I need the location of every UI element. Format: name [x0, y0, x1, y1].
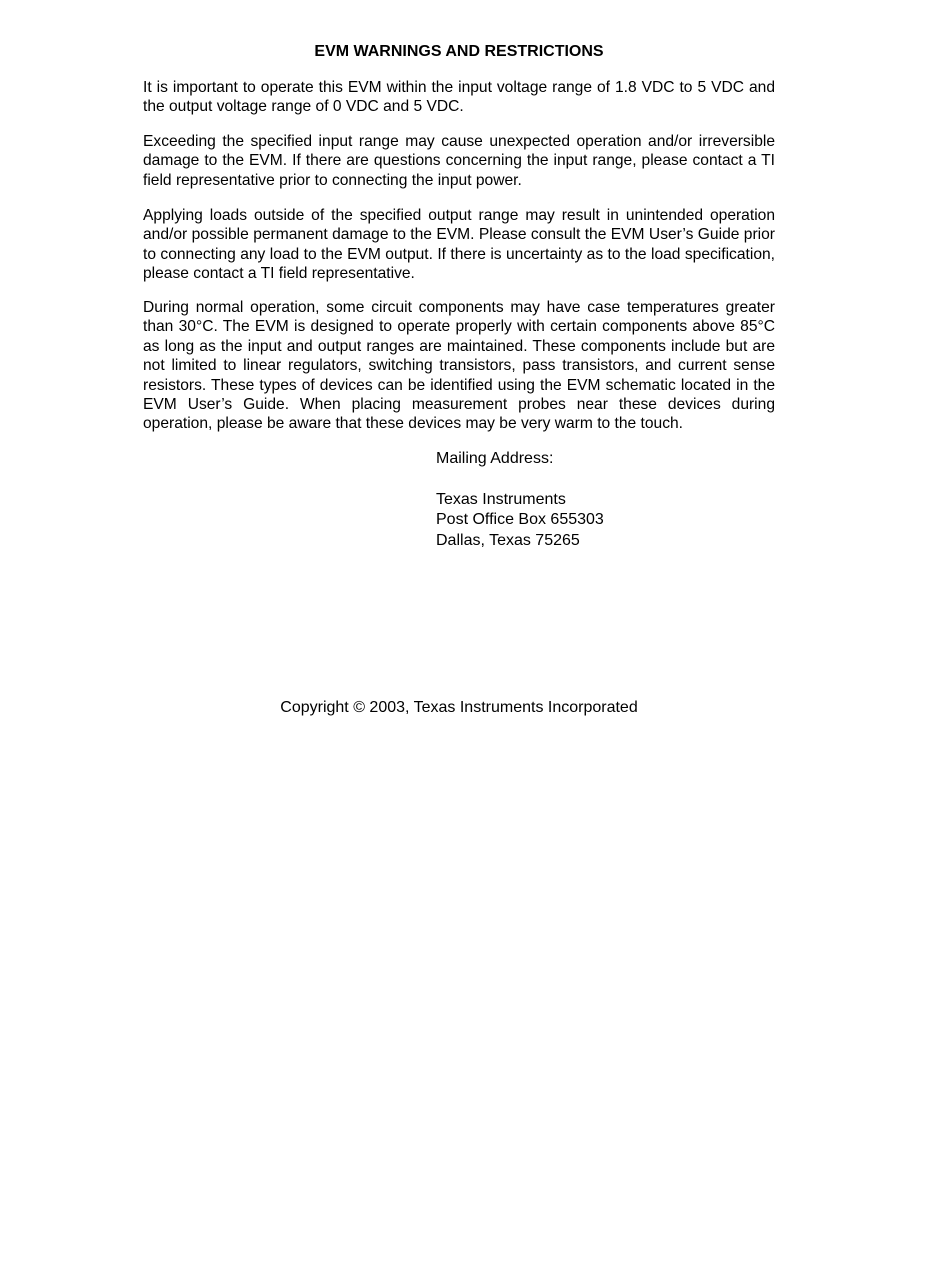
mailing-po-box: Post Office Box 655303 [436, 511, 604, 528]
paragraph-input-range: Exceeding the specified input range may cause unexpected operation and/or irreversible damage to the EVM. If there are questions concerning the input range, please contact a TI field representative prior to connecting the input power. [143, 133, 775, 189]
copyright-notice: Copyright © 2003, Texas Instruments Incorporated [280, 699, 638, 716]
page-title: EVM WARNINGS AND RESTRICTIONS [314, 43, 604, 60]
paragraph-temperature: During normal operation, some circuit components may have case temperatures greater than 30°C. The EVM is designed to operate properly with certain components above 85°C as long as the input and output ranges are maintained. These components include but are not limited to linear regulators, switching transistors, pass transistors, and current sense resistors. These types of devices can be identified using the EVM schematic located in the EVM User’s Guide. When placing measurement probes near these devices during operation, please be aware that these devices may be very warm to the touch. [143, 299, 775, 433]
mailing-address-heading: Mailing Address: [436, 450, 554, 467]
paragraph-input-voltage: It is important to operate this EVM within the input voltage range of 1.8 VDC to 5 VDC and the output voltage range of 0 VDC and 5 VDC. [143, 79, 775, 116]
mailing-city: Dallas, Texas 75265 [436, 531, 580, 549]
address-spacer [436, 470, 604, 490]
mailing-address [436, 449, 604, 551]
paragraph-output-load: Applying loads outside of the specified output range may result in unintended operation and/or possible permanent damage to the EVM. Please consult the EVM User’s Guide prior to connecting any load to the EVM output. If there is uncertainty as to the load specification, please contact a TI field representative. [143, 207, 775, 283]
mailing-company: Texas Instruments [436, 490, 566, 508]
